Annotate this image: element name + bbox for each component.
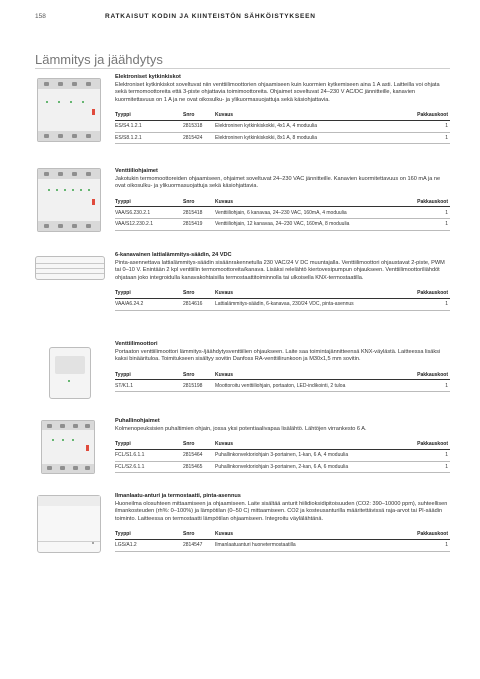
product-block bbox=[35, 252, 450, 328]
cell-type: FCL/S2.6.1.1 bbox=[115, 461, 183, 473]
header-pack: Pakkauskoot bbox=[393, 370, 450, 380]
product-title: 6-kanavainen lattialämmitys-säädin, 24 VDC bbox=[115, 252, 232, 258]
product-block bbox=[35, 418, 450, 480]
header-snro: Snro bbox=[183, 439, 215, 449]
header-type: Tyyppi bbox=[115, 370, 183, 380]
page-number: 158 bbox=[35, 13, 46, 20]
cell-type: ES/S4.1.2.1 bbox=[115, 120, 183, 132]
cell-type: FCL/S1.6.1.1 bbox=[115, 449, 183, 461]
header-pack: Pakkauskoot bbox=[393, 288, 450, 298]
table-row bbox=[115, 132, 450, 144]
cell-snro: 2815419 bbox=[183, 219, 215, 231]
header-pack: Pakkauskoot bbox=[393, 439, 450, 449]
cell-snro: 2815464 bbox=[183, 449, 215, 461]
cell-snro: 2815198 bbox=[183, 380, 215, 392]
header-type: Tyyppi bbox=[115, 197, 183, 207]
cell-type: LGS/A1.2 bbox=[115, 539, 183, 551]
header-pack: Pakkauskoot bbox=[393, 197, 450, 207]
table-row bbox=[115, 449, 450, 461]
header-pack: Pakkauskoot bbox=[393, 529, 450, 539]
cell-pack: 1 bbox=[393, 539, 450, 551]
product-block bbox=[35, 74, 450, 154]
product-image bbox=[35, 168, 105, 238]
header-desc: Kuvaus bbox=[215, 370, 393, 380]
product-table bbox=[115, 288, 450, 310]
divider bbox=[35, 68, 450, 69]
cell-desc: Puhallinkonvektoriohjain 3-portainen, 2-kan, 6 A, 6 moduulia bbox=[215, 461, 393, 473]
cell-desc: Venttiiliohjain, 12 kanavaa, 24–230 VAC, 160mA, 8 moduulia bbox=[215, 219, 393, 231]
cell-desc: Puhallinkonvektoriohjain 3-portainen, 1-kan, 6 A, 4 moduulia bbox=[215, 449, 393, 461]
cell-type: VAA/S12.230.2.1 bbox=[115, 219, 183, 231]
header-snro: Snro bbox=[183, 110, 215, 120]
product-image bbox=[35, 74, 105, 144]
product-image bbox=[35, 252, 105, 282]
product-description: Portaaton venttiilimoottori lämmitys-/jäähdytysventtiilien ohjaukseen. Laite saa toimintajännitteensä KNX-väylästä. Laitteessa lisäksi kaksi binäärituloa. Toimitukseen sisältyy sovitin Danfoss RA-venttiilirunkoon ja M30x1,5 mm sovitin. bbox=[115, 349, 441, 363]
cell-pack: 1 bbox=[393, 219, 450, 231]
cell-snro: 2815418 bbox=[183, 207, 215, 219]
cell-desc: Elektroninen kytkinkiskokki, 8x1 A, 8 moduulia bbox=[215, 132, 393, 144]
header-type: Tyyppi bbox=[115, 288, 183, 298]
product-block bbox=[35, 341, 450, 403]
cell-type: ST/K1.1 bbox=[115, 380, 183, 392]
cell-desc: Venttiiliohjain, 6 kanavaa, 24–230 VAC, 160mA, 4 moduulia bbox=[215, 207, 393, 219]
cell-snro: 2814547 bbox=[183, 539, 215, 551]
cell-type: ES/S8.1.2.1 bbox=[115, 132, 183, 144]
header-desc: Kuvaus bbox=[215, 439, 393, 449]
cell-desc: Lattialämmitys-säädin, 6-kanavaa, 230/24 VDC, pinta-asennus bbox=[215, 298, 393, 310]
header-snro: Snro bbox=[183, 197, 215, 207]
cell-type: VAA/A6.24.2 bbox=[115, 298, 183, 310]
table-row bbox=[115, 539, 450, 551]
header-type: Tyyppi bbox=[115, 529, 183, 539]
product-table bbox=[115, 370, 450, 392]
table-row bbox=[115, 120, 450, 132]
table-row bbox=[115, 461, 450, 473]
cell-desc: Ilmanlaatuanturi huonetermostaatilla bbox=[215, 539, 393, 551]
header-desc: Kuvaus bbox=[215, 197, 393, 207]
cell-desc: Elektroninen kytkinkiskokki, 4x1 A, 4 moduulia bbox=[215, 120, 393, 132]
product-title: Ilmanlaatu-anturi ja termostaatti, pinta-asennus bbox=[115, 493, 241, 499]
header-snro: Snro bbox=[183, 288, 215, 298]
running-title: RATKAISUT KODIN JA KIINTEISTÖN SÄHKÖISTYKSEEN bbox=[105, 13, 316, 20]
cell-snro: 2814616 bbox=[183, 298, 215, 310]
cell-desc: Moottoroitu venttiiliohjain, portaaton, LED-indikointi, 2 tuloa bbox=[215, 380, 393, 392]
product-block bbox=[35, 168, 450, 240]
product-description: Elektroniset kytkinkiskot soveltuvat niin venttiilimoottorien ohjaamiseen kuin kuormien kytkemiseen aina 1 A asti. Laitteilla voi ohjata sekä termomoottoreita että 3-piste ohjattavia toimimoottoreita. Ohjaimet soveltuvat 24–230 V AC/DC jännitteille, kanavien kuormitettavuus on 1 A ja ne ovat oikosulku- ja ylikuormasuojattuja sekä käsiohjattavia. bbox=[115, 82, 440, 103]
cell-pack: 1 bbox=[393, 120, 450, 132]
cell-snro: 2815465 bbox=[183, 461, 215, 473]
product-description: Kolmenopeuksisien puhaltimien ohjain, jossa yksi potentiaalivapaa lisälähtö. Lähtöjen virrankesto 6 A. bbox=[115, 426, 367, 432]
product-image bbox=[35, 418, 105, 480]
product-table bbox=[115, 197, 450, 231]
product-description: Huoneilma olosuhteen mittaamiseen ja ohjaamiseen. Laite sisältää anturit hiilidioksidipitoisuuden (CO2: 390–10000 ppm), suhteellisen ilmankosteuden (rh%: 0–100%) ja lämpötilan (0–50 C) mittaamiseen. CO2 ja kosteusanturilla määritettävissä raja-arvot tai PI-säädin toiminto. Laitteessa on termostaatti lämpötilan ohjaamiseen. Integroitu väylälähtänä. bbox=[115, 501, 448, 522]
product-table bbox=[115, 439, 450, 473]
product-table bbox=[115, 110, 450, 144]
product-description: Jakotukin termomoottoreiden ohjaamiseen, ohjaimet soveltuvat 24–230 VAC jännitteille. Kanavien kuormitettavuus on 160 mA ja ne ovat oikosulku- ja ylikuormasuojattuja sekä käsiohjattavia. bbox=[115, 176, 441, 190]
product-image bbox=[35, 493, 105, 555]
product-block bbox=[35, 493, 450, 573]
cell-snro: 2815318 bbox=[183, 120, 215, 132]
product-title: Venttiilimoottori bbox=[115, 341, 158, 347]
header-snro: Snro bbox=[183, 370, 215, 380]
header-desc: Kuvaus bbox=[215, 110, 393, 120]
cell-pack: 1 bbox=[393, 461, 450, 473]
cell-pack: 1 bbox=[393, 380, 450, 392]
header-type: Tyyppi bbox=[115, 439, 183, 449]
header-snro: Snro bbox=[183, 529, 215, 539]
product-title: Elektroniset kytkinkiskot bbox=[115, 74, 181, 80]
cell-pack: 1 bbox=[393, 207, 450, 219]
header-desc: Kuvaus bbox=[215, 288, 393, 298]
page-header bbox=[35, 13, 450, 25]
table-row bbox=[115, 207, 450, 219]
table-row bbox=[115, 380, 450, 392]
table-row bbox=[115, 219, 450, 231]
cell-snro: 2815424 bbox=[183, 132, 215, 144]
cell-type: VAA/S6.230.2.1 bbox=[115, 207, 183, 219]
section-title: Lämmitys ja jäähdytys bbox=[35, 52, 163, 67]
product-title: Puhallinohjaimet bbox=[115, 418, 160, 424]
table-row bbox=[115, 298, 450, 310]
header-pack: Pakkauskoot bbox=[393, 110, 450, 120]
cell-pack: 1 bbox=[393, 298, 450, 310]
product-table bbox=[115, 529, 450, 551]
header-type: Tyyppi bbox=[115, 110, 183, 120]
cell-pack: 1 bbox=[393, 132, 450, 144]
product-image bbox=[35, 341, 105, 403]
product-title: Venttiiliohjaimet bbox=[115, 168, 158, 174]
header-desc: Kuvaus bbox=[215, 529, 393, 539]
product-description: Pinta-asennettava lattialämmitys-säädin sisäänrakennetulla 230 VAC/24 V DC muuntajalla. Venttiilimoottori ohjaustavat 2-piste, PWM tai 0–10 V. Enintään 2 kpl venttiilin termomoottoreita/kanava. Lisäksi relelähtö kiertovesipumpun ohjaukseen. Venttiilimoottoriliähdöt ohjataan joko integroidulla kanavakohtaisilla termostaattitoiminnolla tai ulkoisella KNX-termostaatilla. bbox=[115, 260, 445, 281]
cell-pack: 1 bbox=[393, 449, 450, 461]
